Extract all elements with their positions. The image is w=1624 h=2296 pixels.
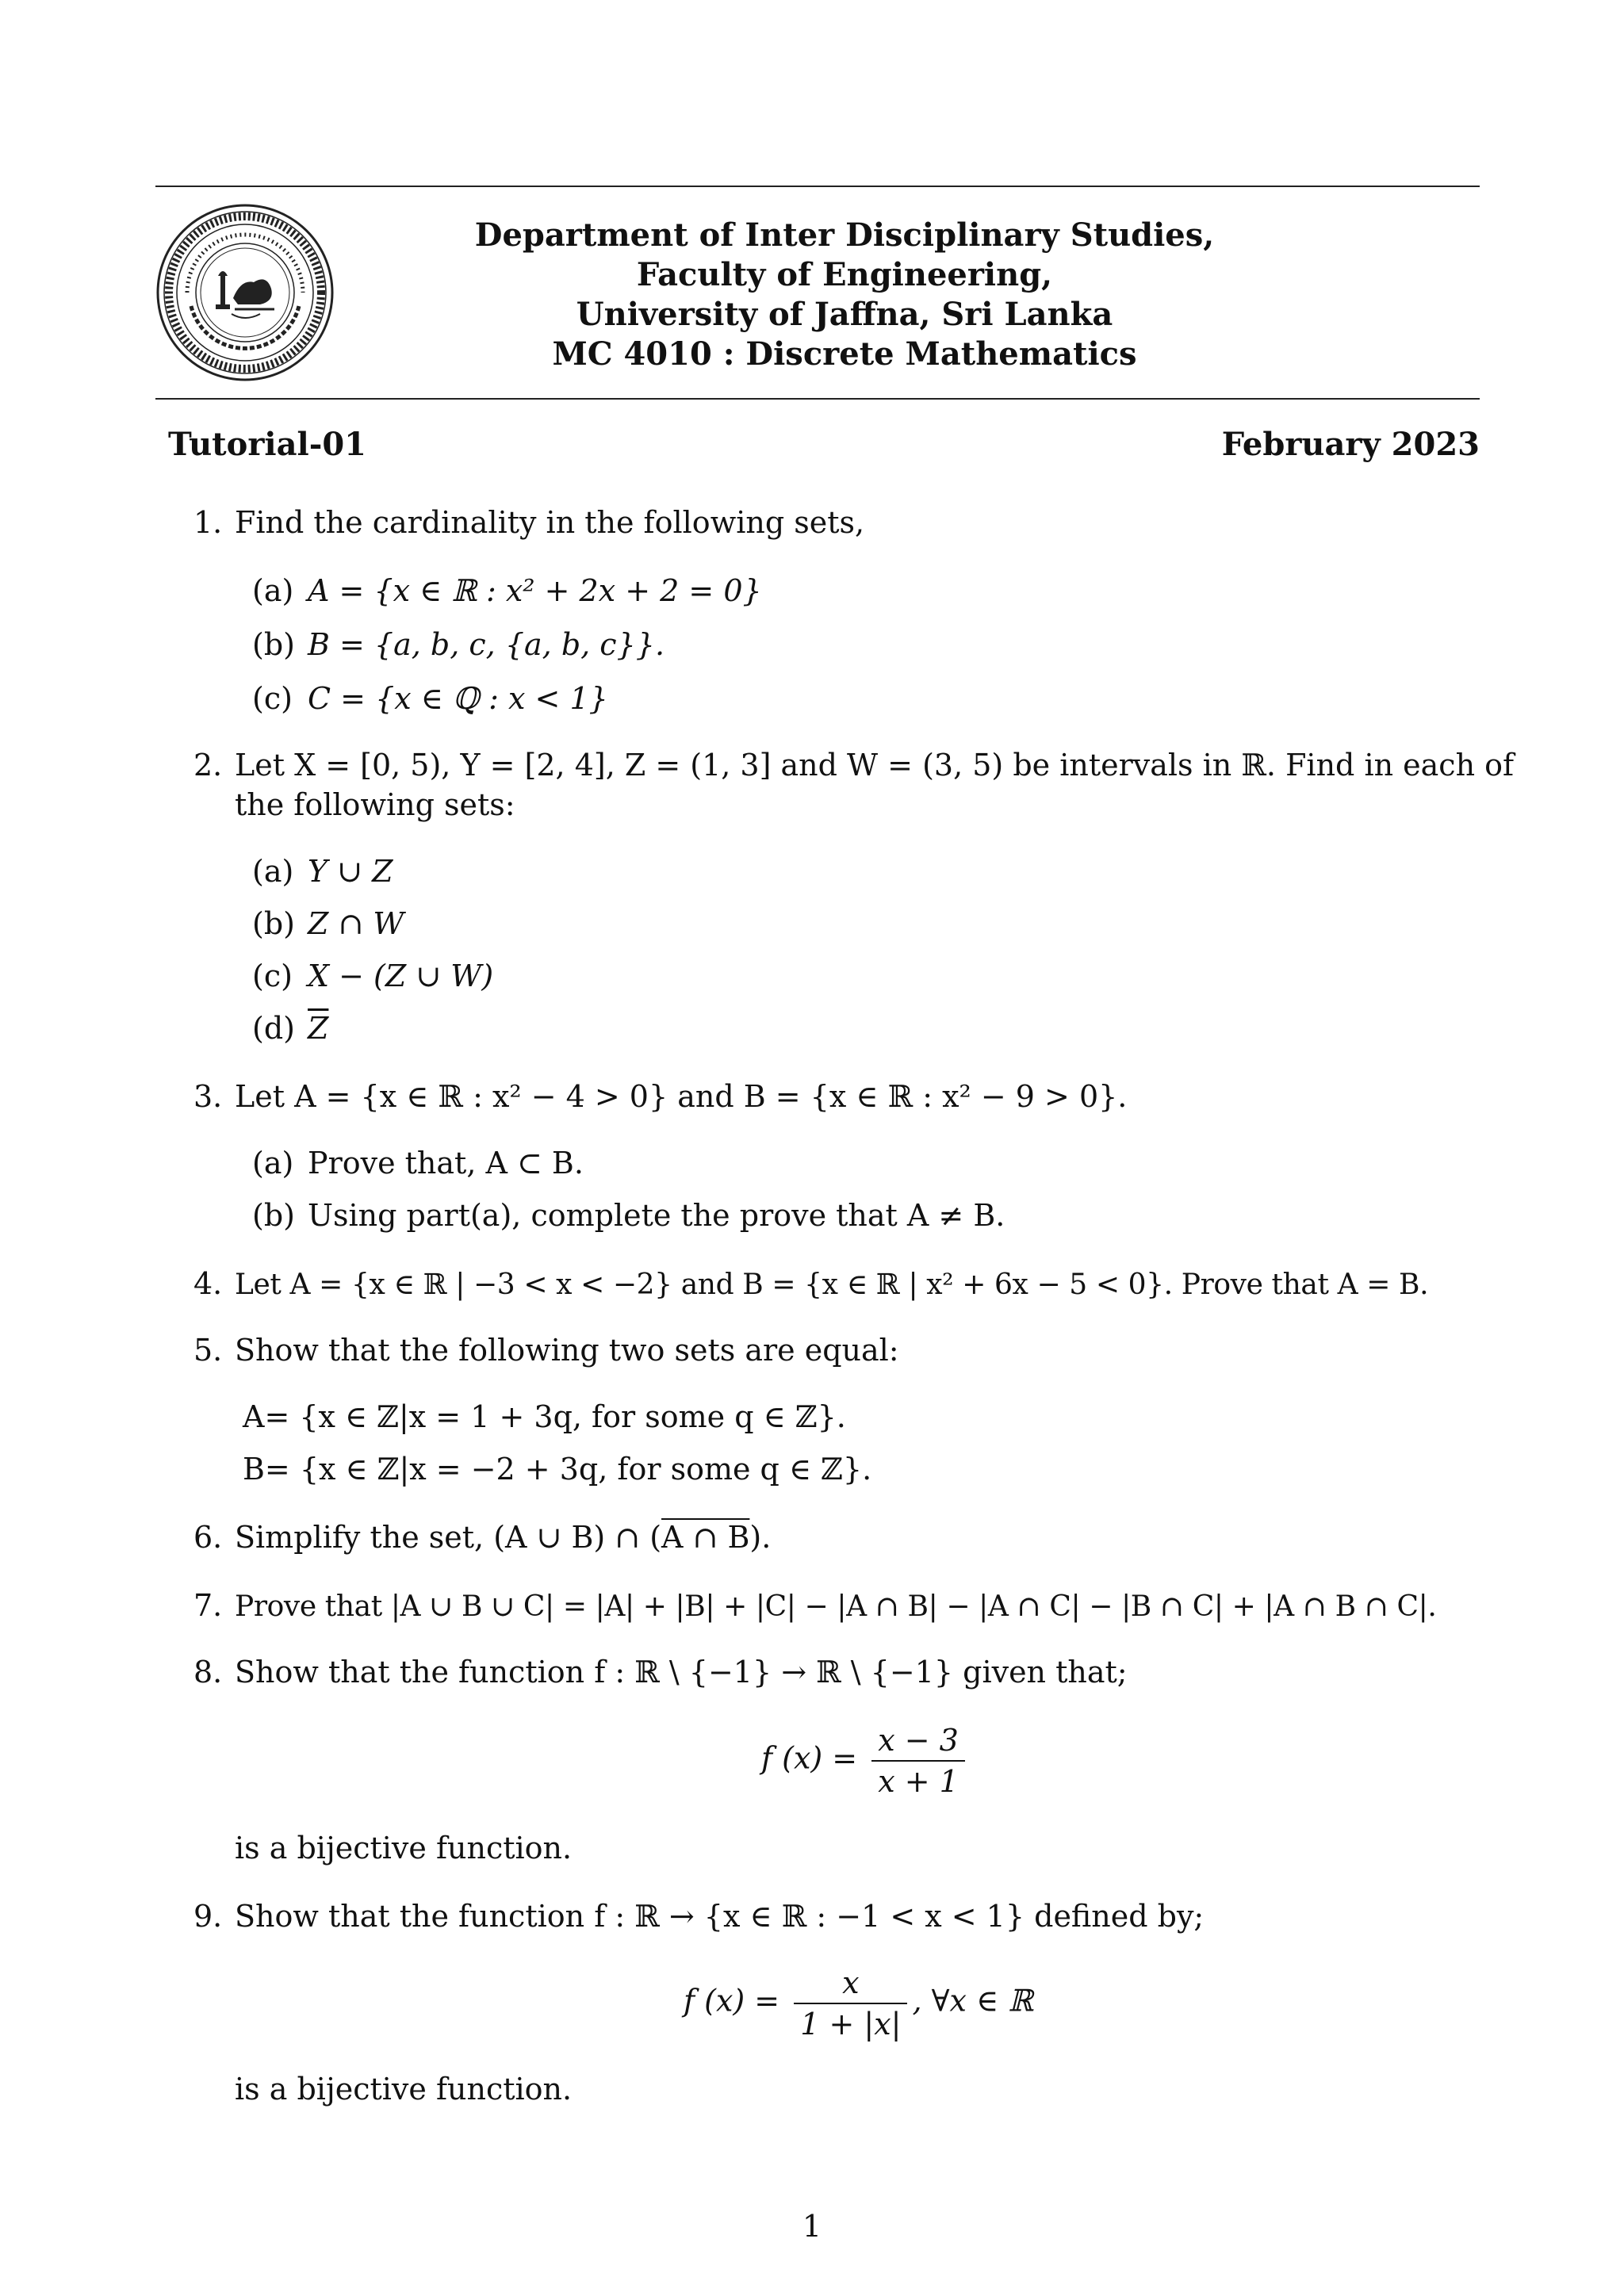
question-1 bbox=[193, 503, 1486, 542]
department-line: Department of Inter Disciplinary Studies, bbox=[474, 216, 1215, 254]
question-9-tail bbox=[235, 2069, 1527, 2109]
question-3-part-b bbox=[252, 1196, 1005, 1235]
fraction-denominator: x + 1 bbox=[878, 1764, 959, 1799]
question-text-suffix: ). bbox=[749, 1520, 772, 1555]
question-text: Prove that |A ∪ B ∪ C| = |A| + |B| + |C| − |A ∩ B| − |A ∩ C| − |B ∩ C| + |A ∩ B ∩ C|. bbox=[235, 1590, 1437, 1623]
question-2-part-c bbox=[252, 956, 493, 996]
university-line: University of Jaffna, Sri Lanka bbox=[576, 296, 1113, 333]
part-text: A = {x ∈ ℝ : x² + 2x + 2 = 0} bbox=[308, 573, 762, 608]
question-8-tail bbox=[235, 1828, 1527, 1868]
question-3-part-a bbox=[252, 1143, 584, 1183]
question-text-line-1: Let X = [0, 5), Y = [2, 4], Z = (1, 3] and W = (3, 5) be intervals in ℝ. Find in each of bbox=[235, 748, 1515, 783]
part-text: B = {a, b, c, {a, b, c}}. bbox=[308, 627, 665, 662]
part-label: (a) bbox=[252, 1146, 294, 1181]
course-line: MC 4010 : Discrete Mathematics bbox=[552, 335, 1137, 373]
part-label: (c) bbox=[252, 959, 293, 993]
question-text-line-2: the following sets: bbox=[235, 787, 515, 822]
formula-rhs: , ∀x ∈ ℝ bbox=[912, 1983, 1033, 2019]
formula-fraction bbox=[871, 1720, 965, 1801]
question-tail-text: is a bijective function. bbox=[235, 1831, 573, 1866]
set-b-text: B= {x ∈ ℤ|x = −2 + 3q, for some q ∈ ℤ}. bbox=[243, 1452, 872, 1487]
fraction-denominator: 1 + |x| bbox=[800, 2007, 902, 2042]
faculty-line: Faculty of Engineering, bbox=[636, 256, 1053, 293]
formula-lhs: f (x) = bbox=[684, 1983, 780, 2019]
question-2-part-d bbox=[252, 1008, 328, 1048]
question-6 bbox=[193, 1517, 1486, 1557]
part-text: $\overline{Z}$ bbox=[308, 1011, 329, 1046]
part-text: Using part(a), complete the prove that A ≠ B. bbox=[308, 1198, 1005, 1233]
question-4 bbox=[193, 1264, 1486, 1305]
question-text-prefix: Simplify the set, (A ∪ B) ∩ ( bbox=[235, 1520, 662, 1555]
question-9-formula bbox=[684, 1963, 1033, 2044]
question-5 bbox=[193, 1330, 1486, 1370]
question-text: Find the cardinality in the following sets, bbox=[235, 505, 865, 540]
part-label: (b) bbox=[252, 627, 295, 662]
question-number: 4. bbox=[193, 1266, 223, 1301]
set-a-definition bbox=[243, 1397, 846, 1437]
question-number: 5. bbox=[193, 1333, 223, 1368]
part-text: X − (Z ∪ W) bbox=[308, 959, 494, 993]
part-label: (d) bbox=[252, 1011, 295, 1046]
question-3 bbox=[193, 1077, 1486, 1116]
part-label: (b) bbox=[252, 906, 295, 941]
question-9 bbox=[193, 1896, 1486, 1936]
part-text: Prove that, A ⊂ B. bbox=[308, 1146, 584, 1181]
question-text: Let A = {x ∈ ℝ : x² − 4 > 0} and B = {x ∈ ℝ : x² − 9 > 0}. bbox=[235, 1079, 1128, 1114]
question-1-part-a bbox=[252, 571, 762, 610]
fraction-numerator: x − 3 bbox=[871, 1720, 965, 1762]
document-date: February 2023 bbox=[1221, 426, 1480, 463]
part-label: (a) bbox=[252, 854, 294, 889]
question-1-part-c bbox=[252, 679, 608, 718]
question-number: 9. bbox=[193, 1899, 223, 1934]
question-8-formula bbox=[761, 1720, 970, 1801]
question-text: Let A = {x ∈ ℝ | −3 < x < −2} and B = {x ∈ ℝ | x² + 6x − 5 < 0}. Prove that A = B. bbox=[235, 1269, 1429, 1301]
formula-lhs: f (x) = bbox=[761, 1740, 858, 1776]
set-a-text: A= {x ∈ ℤ|x = 1 + 3q, for some q ∈ ℤ}. bbox=[243, 1399, 846, 1434]
part-label: (a) bbox=[252, 573, 294, 608]
question-8 bbox=[193, 1652, 1486, 1692]
question-number: 8. bbox=[193, 1655, 223, 1689]
question-text: Show that the following two sets are equal: bbox=[235, 1333, 899, 1368]
complement-expression: A ∩ B bbox=[661, 1520, 750, 1555]
question-2-continued bbox=[235, 785, 1527, 825]
question-1-part-b bbox=[252, 625, 665, 664]
part-text: C = {x ∈ ℚ : x < 1} bbox=[308, 681, 608, 716]
tutorial-title: Tutorial-01 bbox=[168, 426, 366, 463]
question-7 bbox=[193, 1586, 1486, 1627]
question-2 bbox=[193, 745, 1515, 785]
page-number: 1 bbox=[802, 2209, 822, 2244]
part-text: Z ∩ W bbox=[308, 906, 404, 941]
question-number: 1. bbox=[193, 505, 223, 540]
question-number: 6. bbox=[193, 1520, 223, 1555]
fraction-numerator: x bbox=[794, 1963, 907, 2004]
part-label: (c) bbox=[252, 681, 293, 716]
set-b-definition bbox=[243, 1449, 871, 1489]
part-label: (b) bbox=[252, 1198, 295, 1233]
question-number: 2. bbox=[193, 748, 223, 783]
question-tail-text: is a bijective function. bbox=[235, 2072, 573, 2107]
formula-fraction bbox=[794, 1963, 907, 2044]
part-text: Y ∪ Z bbox=[308, 854, 393, 889]
question-text: Show that the function f : ℝ → {x ∈ ℝ : −1 < x < 1} defined by; bbox=[235, 1899, 1205, 1934]
question-text: Show that the function f : ℝ \ {−1} → ℝ \ {−1} given that; bbox=[235, 1655, 1128, 1689]
question-2-part-b bbox=[252, 904, 404, 943]
question-number: 3. bbox=[193, 1079, 223, 1114]
question-number: 7. bbox=[193, 1588, 223, 1623]
question-2-part-a bbox=[252, 851, 393, 891]
